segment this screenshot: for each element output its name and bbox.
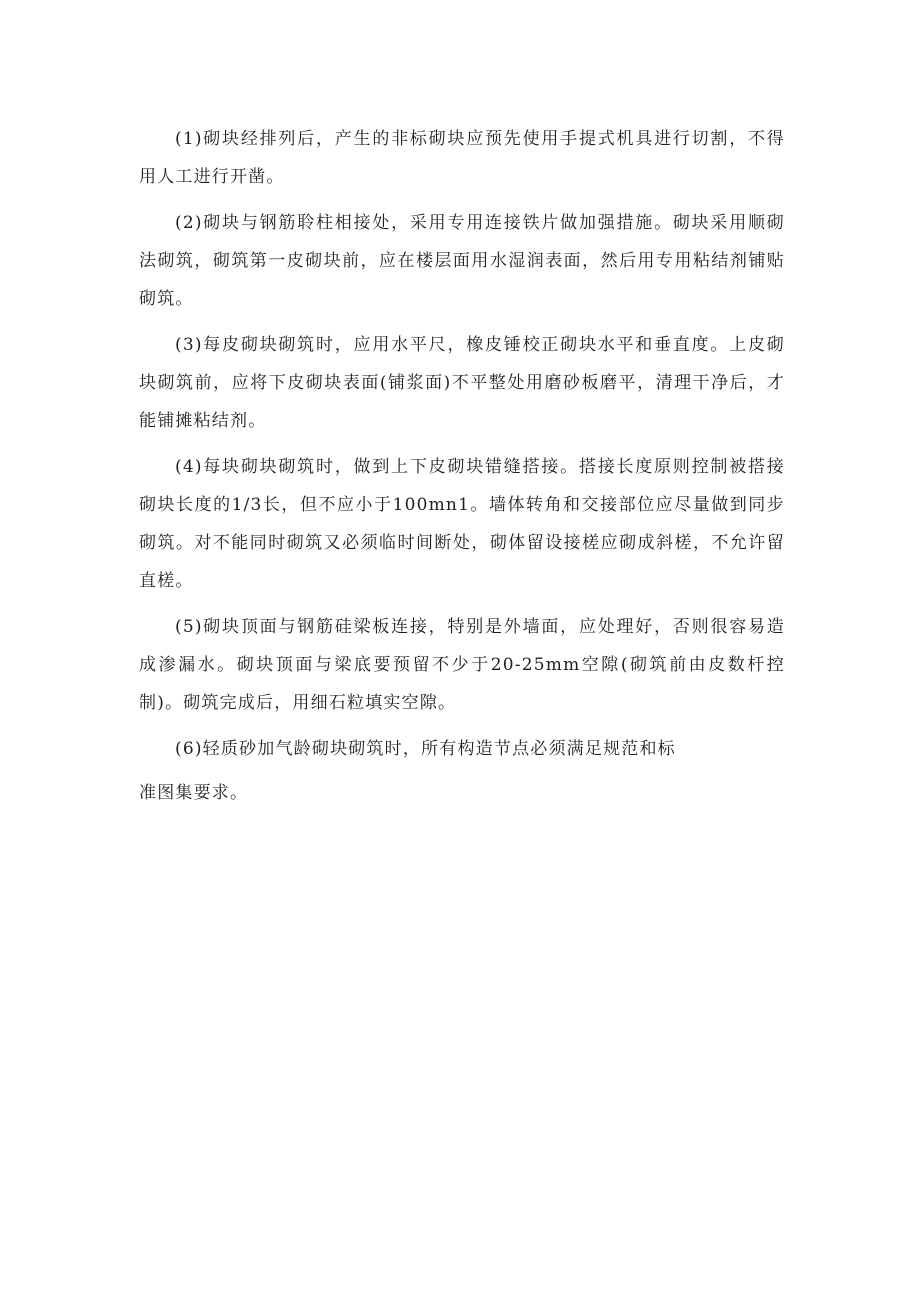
paragraph-2	[139, 204, 785, 318]
paragraph-1	[139, 120, 785, 196]
paragraph-6-continuation	[139, 774, 785, 812]
paragraph-3-text: (3)每皮砌块砌筑时，应用水平尺，橡皮锤校正砌块水平和垂直度。上皮砌块砌筑前，应将下皮砌块表面(铺浆面)不平整处用磨砂板磨平，清理干净后，才能铺摊粘结剂。	[139, 335, 785, 431]
paragraph-5-text: (5)砌块顶面与钢筋硅梁板连接，特别是外墙面，应处理好，否则很容易造成渗漏水。砌块顶面与梁底要预留不少于20-25mm空隙(砌筑前由皮数杆控制)。砌筑完成后，用细石粒填实空隙。	[139, 617, 785, 713]
paragraph-2-text: (2)砌块与钢筋聆柱相接处，采用专用连接铁片做加强措施。砌块采用顺砌法砌筑，砌筑第一皮砌块前，应在楼层面用水湿润表面，然后用专用粘结剂铺贴砌筑。	[139, 213, 785, 309]
paragraph-3	[139, 326, 785, 440]
document-body	[139, 120, 785, 812]
paragraph-6-continuation-text: 准图集要求。	[139, 783, 249, 803]
paragraph-4-text: (4)每块砌块砌筑时，做到上下皮砌块错缝搭接。搭接长度原则控制被搭接砌块长度的1/3长，但不应小于100mn1。墙体转角和交接部位应尽量做到同步砌筑。对不能同时砌筑又必须临时间断处，砌体留设接槎应砌成斜槎，不允许留直槎。	[139, 457, 785, 591]
paragraph-6-text: (6)轻质砂加气龄砌块砌筑时，所有构造节点必须满足规范和标	[175, 739, 676, 759]
paragraph-1-text: (1)砌块经排列后，产生的非标砌块应预先使用手提式机具进行切割，不得用人工进行开凿。	[139, 129, 785, 187]
paragraph-5	[139, 608, 785, 722]
paragraph-6	[139, 730, 785, 768]
paragraph-4	[139, 448, 785, 600]
